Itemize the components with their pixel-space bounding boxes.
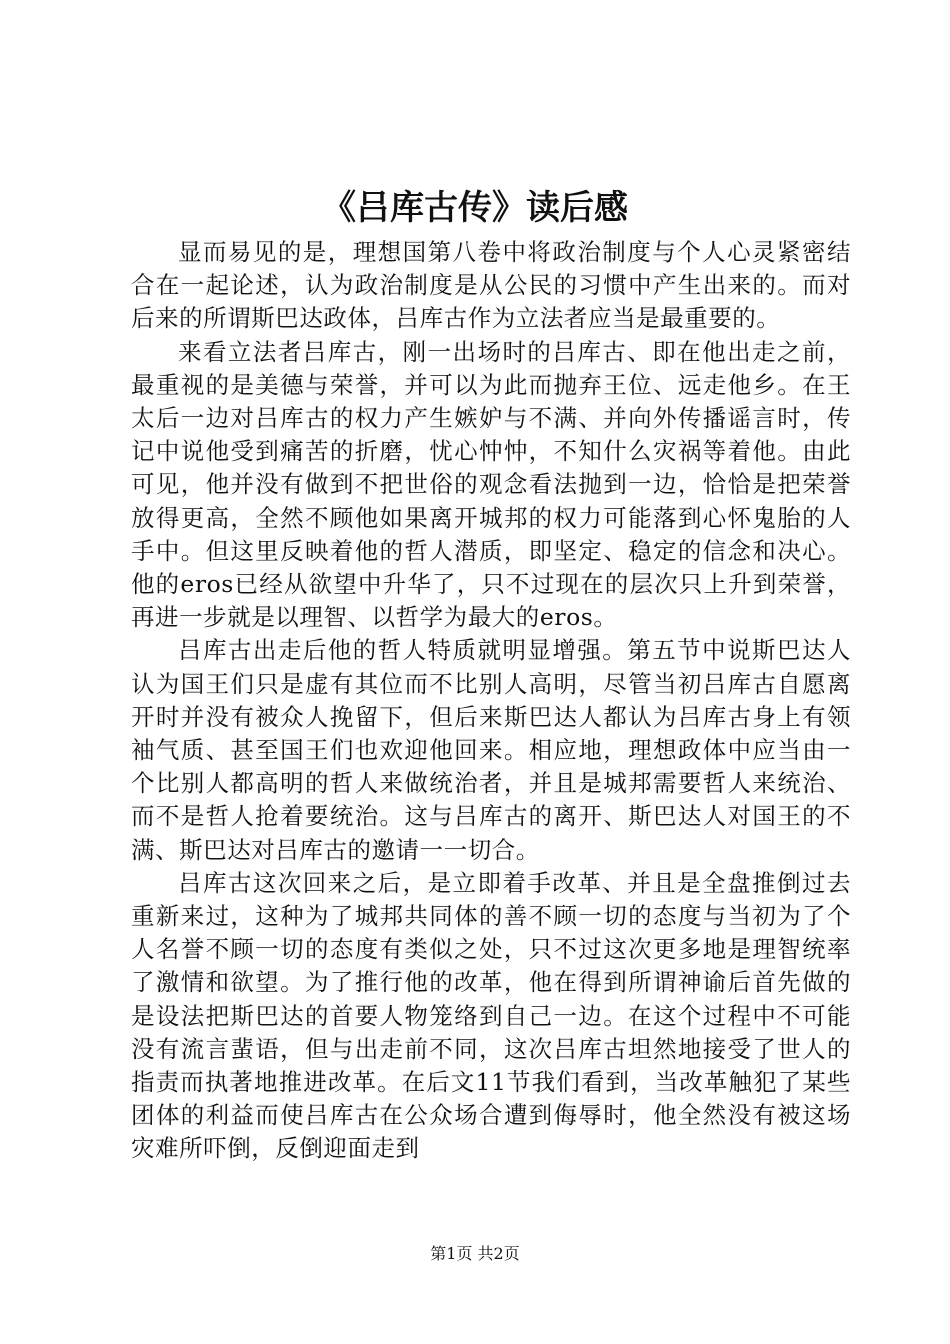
document-body xyxy=(131,236,851,1166)
page-footer: 第1页 共2页 xyxy=(430,1244,520,1263)
paragraph: 来看立法者吕库古，刚一出场时的吕库古、即在他出走之前，最重视的是美德与荣誉，并可以为此而抛弃王位、远走他乡。在王太后一边对吕库古的权力产生嫉妒与不满、并向外传播谣言时，传记中说他受到痛苦的折磨，忧心忡忡，不知什么灾祸等着他。由此可见，他并没有做到不把世俗的观念看法抛到一边，恰恰是把荣誉放得更高，全然不顾他如果离开城邦的权力可能落到心怀鬼胎的人手中。但这里反映着他的哲人潜质，即坚定、稳定的信念和决心。他的eros已经从欲望中升华了，只不过现在的层次只上升到荣誉，再进一步就是以理智、以哲学为最大的eros。 xyxy=(131,337,851,632)
paragraph: 吕库古出走后他的哲人特质就明显增强。第五节中说斯巴达人认为国王们只是虚有其位而不比别人高明，尽管当初吕库古自愿离开时并没有被众人挽留下，但后来斯巴达人都认为吕库古身上有领袖气质、甚至国王们也欢迎他回来。相应地，理想政体中应当由一个比别人都高明的哲人来做统治者，并且是城邦需要哲人来统治、而不是哲人抢着要统治。这与吕库古的离开、斯巴达人对国王的不满、斯巴达对吕库古的邀请一一切合。 xyxy=(131,636,851,864)
document-title: 《吕库古传》读后感 xyxy=(322,188,628,228)
paragraph: 显而易见的是，理想国第八卷中将政治制度与个人心灵紧密结合在一起论述，认为政治制度是从公民的习惯中产生出来的。而对后来的所谓斯巴达政体，吕库古作为立法者应当是最重要的。 xyxy=(131,238,851,333)
paragraph: 吕库古这次回来之后，是立即着手改革、并且是全盘推倒过去重新来过，这种为了城邦共同体的善不顾一切的态度与当初为了个人名誉不顾一切的态度有类似之处，只不过这次更多地是理智统率了激情和欲望。为了推行他的改革，他在得到所谓神谕后首先做的是设法把斯巴达的首要人物笼络到自己一边。在这个过程中不可能没有流言蜚语，但与出走前不同，这次吕库古坦然地接受了世人的指责而执著地推进改革。在后文11节我们看到，当改革触犯了某些团体的利益而使吕库古在公众场合遭到侮辱时，他全然没有被这场灾难所吓倒，反倒迎面走到 xyxy=(131,868,851,1163)
